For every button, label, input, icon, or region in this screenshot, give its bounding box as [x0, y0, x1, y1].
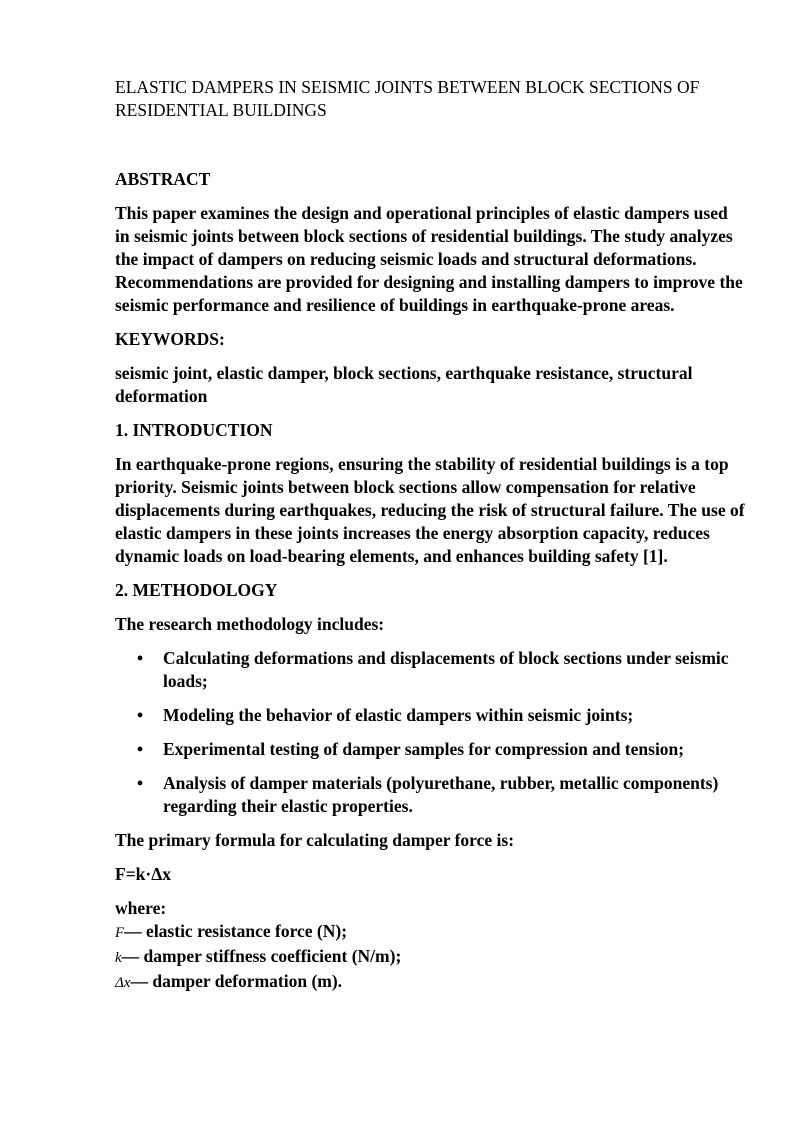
methodology-heading: 2. METHODOLOGY — [115, 580, 278, 600]
list-item-text: Modeling the behavior of elastic dampers within seismic joints; — [163, 705, 634, 725]
methodology-list — [115, 647, 745, 818]
list-item — [115, 704, 745, 727]
list-item — [115, 738, 745, 761]
where-label: where: — [115, 898, 167, 918]
variable-definitions — [115, 897, 745, 995]
keywords-heading: KEYWORDS: — [115, 329, 225, 349]
variable-description: — damper deformation (m). — [130, 971, 343, 991]
keywords-text: seismic joint, elastic damper, block sections, earthquake resistance, structural deformation — [115, 363, 693, 406]
variable-definition-force — [115, 920, 745, 945]
formula-intro: The primary formula for calculating damper force is: — [115, 830, 515, 850]
paper-title: ELASTIC DAMPERS IN SEISMIC JOINTS BETWEEN BLOCK SECTIONS OF RESIDENTIAL BUILDINGS — [115, 77, 700, 120]
variable-description: — elastic resistance force (N); — [124, 921, 348, 941]
abstract-text: This paper examines the design and operational principles of elastic dampers used in seismic joints between block sections of residential buildings. The study analyzes the impact of dampers on reducing seismic loads and structural deformations. Recommendations are provided for designing and installing dampers to improve the seismic performance and resilience of buildings in earthquake-prone areas. — [115, 203, 743, 315]
bullet-icon: • — [137, 773, 144, 793]
variable-definition-deformation — [115, 970, 745, 995]
list-item-text: Calculating deformations and displacements of block sections under seismic loads; — [163, 648, 729, 691]
variable-symbol: k — [115, 950, 122, 966]
variable-symbol: F — [115, 925, 125, 941]
variable-symbol: Δx — [115, 975, 131, 991]
bullet-icon: • — [137, 705, 144, 725]
introduction-heading: 1. INTRODUCTION — [115, 420, 273, 440]
damper-force-formula: F=k·Δx — [115, 864, 171, 884]
introduction-text: In earthquake-prone regions, ensuring the stability of residential buildings is a top priority. Seismic joints between block sections allow compensation for relative displacements during earthquakes, reducing the risk of structural failure. The use of elastic dampers in these joints increases the energy absorption capacity, reduces dynamic loads on load-bearing elements, and enhances building safety [1]. — [115, 454, 745, 566]
list-item — [115, 647, 745, 693]
paper-page — [115, 76, 745, 995]
abstract-heading: ABSTRACT — [115, 169, 211, 189]
list-item-text: Analysis of damper materials (polyurethane, rubber, metallic components) regarding their elastic properties. — [163, 773, 719, 816]
variable-description: — damper stiffness coefficient (N/m); — [121, 946, 402, 966]
bullet-icon: • — [137, 739, 144, 759]
variable-definition-stiffness — [115, 945, 745, 970]
methodology-intro: The research methodology includes: — [115, 614, 385, 634]
bullet-icon: • — [137, 648, 144, 668]
list-item — [115, 772, 745, 818]
list-item-text: Experimental testing of damper samples for compression and tension; — [163, 739, 685, 759]
